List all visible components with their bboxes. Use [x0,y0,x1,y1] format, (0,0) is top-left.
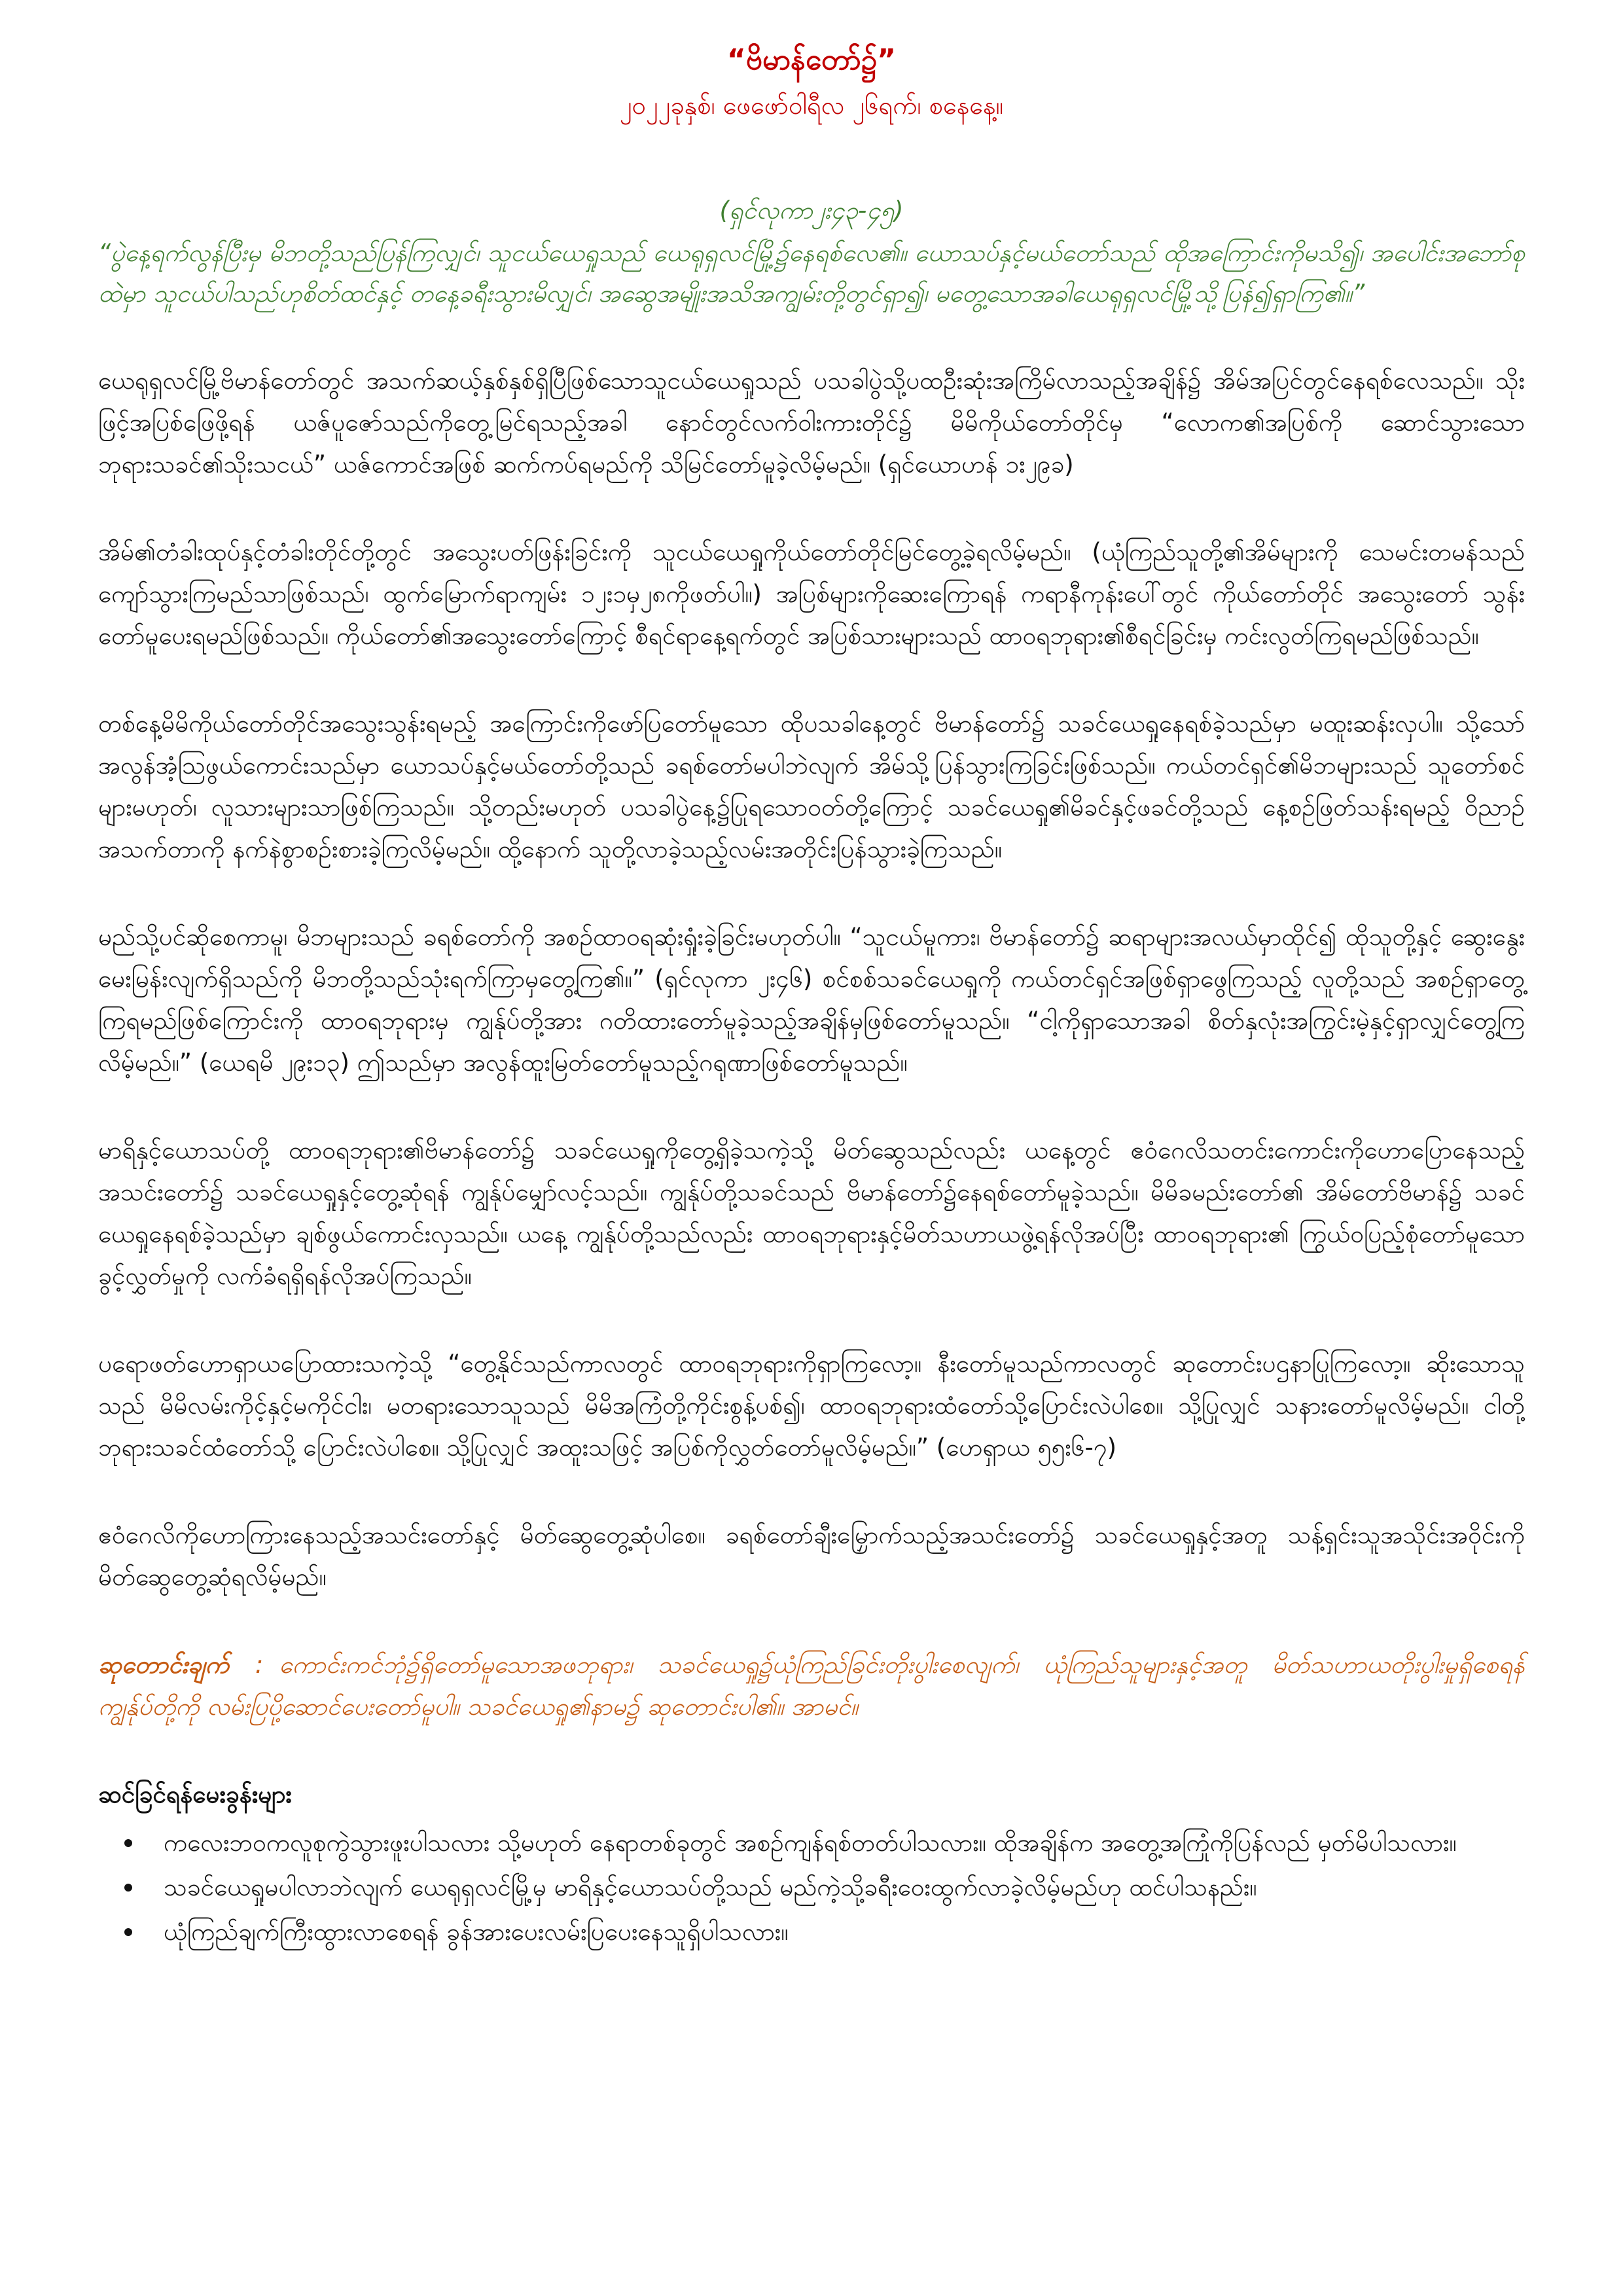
list-item [124,1911,1525,1953]
prayer-text: ကောင်းကင်ဘုံ၌ရှိတော်မူသောအဖဘုရား၊ သခင်ယေရှု၌ယုံကြည်ခြင်းတိုးပွါးစေလျက်၊ ယုံကြည်သူများနှင့်အတူ မိတ်သဟာယတိုးပွါးမှုရှိစေရန် ကျွန်ုပ်တို့ကို လမ်းပြပို့ဆောင်ပေးတော်မူပါ။ သခင်ယေရှု၏နာမ၌ ဆုတောင်းပါ၏။ အာမင်။ [98,1651,1525,1721]
paragraph-4: မည်သို့ပင်ဆိုစေကာမူ၊ မိဘများသည် ခရစ်တော်ကို အစဉ်ထာဝရဆုံးရှုံးခဲ့ခြင်းမဟုတ်ပါ။ “သူငယ်မူကား၊ ဗိမာန်တော်၌ ဆရာများအလယ်မှာထိုင်၍ ထိုသူတို့နှင့် ဆွေးနွေးမေးမြန်းလျက်ရှိသည်ကို မိဘတို့သည်သုံးရက်ကြာမှတွေ့ကြ၏။” (ရှင်လုကာ ၂း၄၆) စင်စစ်သခင်ယေရှုကို ကယ်တင်ရှင်အဖြစ်ရှာဖွေကြသည့် လူတို့သည် အစဉ်ရှာတွေ့ကြရမည်ဖြစ်ကြောင်းကို ထာဝရဘုရားမှ ကျွန်ုပ်တို့အား ဂတိထားတော်မူခဲ့သည့်အချိန်မှဖြစ်တော်မူသည်။ “ငါ့ကိုရှာသောအခါ စိတ်နှလုံးအကြွင်းမဲ့နှင့်ရှာလျှင်တွေ့ကြလိမ့်မည်။” (ယေရမိ ၂၉း၁၃) ဤသည်မှာ အလွန်ထူးမြတ်တော်မူသည့်ဂရုဏာဖြစ်တော်မူသည်။ [98,923,1525,1077]
scripture-text: “ပွဲနေ့ရက်လွန်ပြီးမှ မိဘတို့သည်ပြန်ကြလျှင်၊ သူငယ်ယေရှုသည် ယေရုရှလင်မြို့၌နေရစ်လေ၏။ ယောသပ်နှင့်မယ်တော်သည် ထိုအကြောင်းကိုမသိ၍၊ အပေါင်းအဘော်စုထဲမှာ သူငယ်ပါသည်ဟုစိတ်ထင်နှင့် တနေ့ခရီးသွားမိလျှင်၊ အဆွေအမျိုးအသိအကျွမ်းတို့တွင်ရှာ၍၊ မတွေ့သောအခါယေရုရှလင်မြို့သို့ပြန်၍ရှာကြ၏။” [98,239,1525,308]
list-item [124,1822,1525,1864]
paragraph-2: အိမ်၏တံခါးထုပ်နှင့်တံခါးတိုင်တို့တွင် အသွေးပတ်ဖြန်းခြင်းကို သူငယ်ယေရှုကိုယ်တော်တိုင်မြင်တွေ့ခဲ့ရလိမ့်မည်။ (ယုံကြည်သူတို့၏အိမ်များကို သေမင်းတမန်သည် ကျော်သွားကြမည်သာဖြစ်သည်၊ ထွက်မြောက်ရာကျမ်း ၁၂း၁မှ၂၈ကိုဖတ်ပါ။) အပြစ်များကိုဆေးကြောရန် ကရာနီကုန်းပေါ်တွင် ကိုယ်တော်တိုင် အသွေးတော် သွန်းတော်မူပေးရမည်ဖြစ်သည်။ ကိုယ်တော်၏အသွေးတော်ကြောင့် စီရင်ရာနေ့ရက်တွင် အပြစ်သားများသည် ထာဝရဘုရား၏စီရင်ခြင်းမှ ကင်းလွတ်ကြရမည်ဖြစ်သည်။ [98,538,1525,650]
prayer-label: ဆုတောင်းချက် [98,1651,229,1679]
bullet-icon [124,1884,132,1892]
prayer-block [98,1644,1525,1728]
paragraph-1: ယေရုရှလင်မြို့ဗိမာန်တော်တွင် အသက်ဆယ့်နှစ်နှစ်ရှိပြီဖြစ်သောသူငယ်ယေရှုသည် ပသခါပွဲသို့ပထဦးဆုံးအကြိမ်လာသည့်အချိန်၌ အိမ်အပြင်တွင်နေရစ်လေသည်။ သိုးဖြင့်အပြစ်ဖြေဖို့ရန် ယဇ်ပူဇော်သည်ကိုတွေ့မြင်ရသည့်အခါ နောင်တွင်လက်ဝါးကားတိုင်၌ မိမိကိုယ်တော်တိုင်မှ “လောက၏အပြစ်ကို ဆောင်သွားသောဘုရားသခင်၏သိုးသငယ်” ယဇ်ကောင်အဖြစ် ဆက်ကပ်ရမည်ကို သိမြင်တော်မူခဲ့လိမ့်မည်။ (ရှင်ယောဟန် ၁း၂၉ခ) [98,367,1525,478]
questions-list [98,1822,1525,1953]
bullet-icon [124,1839,132,1847]
questions-heading: ဆင်ခြင်ရန်မေးခွန်းများ [98,1780,292,1808]
paragraph-7: ဧဝံဂေလိကိုဟောကြားနေသည့်အသင်းတော်နှင့် မိတ်ဆွေတွေ့ဆုံပါစေ။ ခရစ်တော်ချီးမြှောက်သည့်အသင်းတော်၌ သခင်ယေရှုနှင့်အတူ သန့်ရှင်းသူအသိုင်းအဝိုင်းကို မိတ်ဆွေတွေ့ဆုံရလိမ့်မည်။ [98,1521,1525,1591]
devotional-page [98,39,1525,1956]
prayer-colon: : [255,1651,264,1679]
paragraph-5: မာရိနှင့်ယောသပ်တို့ ထာဝရဘုရား၏ဗိမာန်တော်၌ သခင်ယေရှုကိုတွေ့ရှိခဲ့သကဲ့သို့ မိတ်ဆွေသည်လည်း ယနေ့တွင် ဧဝံဂေလိသတင်းကောင်းကိုဟောပြောနေသည့်အသင်းတော်၌ သခင်ယေရှုနှင့်တွေ့ဆုံရန် ကျွန်ုပ်မျှော်လင့်သည်။ ကျွန်ုပ်တို့သခင်သည် ဗိမာန်တော်၌နေရစ်တော်မူခဲ့သည်။ မိမိခမည်းတော်၏ အိမ်တော်ဗိမာန်၌ သခင်ယေရှုနေရစ်ခဲ့သည်မှာ ချစ်ဖွယ်ကောင်းလှသည်။ ယနေ့ ကျွန်ုပ်တို့သည်လည်း ထာဝရဘုရားနှင့်မိတ်သဟာယဖွဲ့ရန်လိုအပ်ပြီး ထာဝရဘုရား၏ ကြွယ်ဝပြည့်စုံတော်မူသောခွင့်လွှတ်မှုကို လက်ခံရရှိရန်လိုအပ်ကြသည်။ [98,1136,1525,1290]
question-text: ကလေးဘဝကလူစုကွဲသွားဖူးပါသလား သို့မဟုတ် နေရာတစ်ခုတွင် အစဉ်ကျန်ရစ်တတ်ပါသလား။ ထိုအချိန်က အတွေ့အကြုံကိုပြန်လည် မှတ်မိပါသလား။ [164,1829,1457,1857]
bullet-icon [124,1928,132,1936]
scripture-reference: (ရှင်လုကာ၂း၄၃-၄၅) [719,196,904,224]
question-text: သခင်ယေရှုမပါလာဘဲလျက် ယေရုရှလင်မြို့မှ မာရိနှင့်ယောသပ်တို့သည် မည်ကဲ့သို့ခရီးဝေးထွက်လာခဲ့လိမ့်မည်ဟု ထင်ပါသနည်း။ [164,1873,1257,1901]
date-line: ၂၀၂၂ခုနှစ်၊ ဖေဖော်ဝါရီလ ၂၆ရက်၊ စနေနေ့။ [619,91,1004,120]
page-title: “ဗိမာန်တော်၌” [726,43,897,77]
paragraph-3: တစ်နေ့မိမိကိုယ်တော်တိုင်အသွေးသွန်းရမည့် အကြောင်းကိုဖော်ပြတော်မူသော ထိုပသခါနေ့တွင် ဗိမာန်တော်၌ သခင်ယေရှုနေရစ်ခဲ့သည်မှာ မထူးဆန်းလှပါ။ သို့သော်အလွန်အံ့ဩဖွယ်ကောင်းသည်မှာ ယောသပ်နှင့်မယ်တော်တို့သည် ခရစ်တော်မပါဘဲလျက် အိမ်သို့ပြန်သွားကြခြင်းဖြစ်သည်။ ကယ်တင်ရှင်၏မိဘများသည် သူတော်စင်များမဟုတ်၊ လူသားများသာဖြစ်ကြသည်။ သို့တည်းမဟုတ် ပသခါပွဲနေ့၌ပြုရသောဝတ်တို့ကြောင့် သခင်ယေရှု၏မိခင်နှင့်ဖခင်တို့သည် နေ့စဉ်ဖြတ်သန်းရမည့် ဝိညာဉ်အသက်တာကို နက်နဲစွာစဉ်းစားခဲ့ကြလိမ့်မည်။ ထို့နောက် သူတို့လာခဲ့သည့်လမ်းအတိုင်းပြန်သွားခဲ့ကြသည်။ [98,709,1525,863]
question-text: ယုံကြည်ချက်ကြီးထွားလာစေရန် ခွန်အားပေးလမ်းပြပေးနေသူရှိပါသလား။ [164,1918,789,1946]
list-item [124,1867,1525,1909]
paragraph-6: ပရောဖတ်ဟောရှာယပြောထားသကဲ့သို့ “တွေ့နိုင်သည်ကာလတွင် ထာဝရဘုရားကိုရှာကြလော့။ နီးတော်မူသည်ကာလတွင် ဆုတောင်းပဌနာပြုကြလော့။ ဆိုးသောသူသည် မိမိလမ်းကိုင့်နှင့်မကိုင်ငါး၊ မတရားသောသူသည် မိမိအကြံတို့ကိုင်းစွန့်ပစ်၍၊ ထာဝရဘုရားထံတော်သို့ပြောင်းလဲပါစေ။ သို့ပြုလျှင် သနားတော်မူလိမ့်မည်။ ငါတို့ဘုရားသခင်ထံတော်သို့ ပြောင်းလဲပါစေ။ သို့ပြုလျှင် အထူးသဖြင့် အပြစ်ကိုလွှတ်တော်မူလိမ့်မည်။” (ဟေရှာယ ၅၅း၆-၇) [98,1350,1525,1462]
